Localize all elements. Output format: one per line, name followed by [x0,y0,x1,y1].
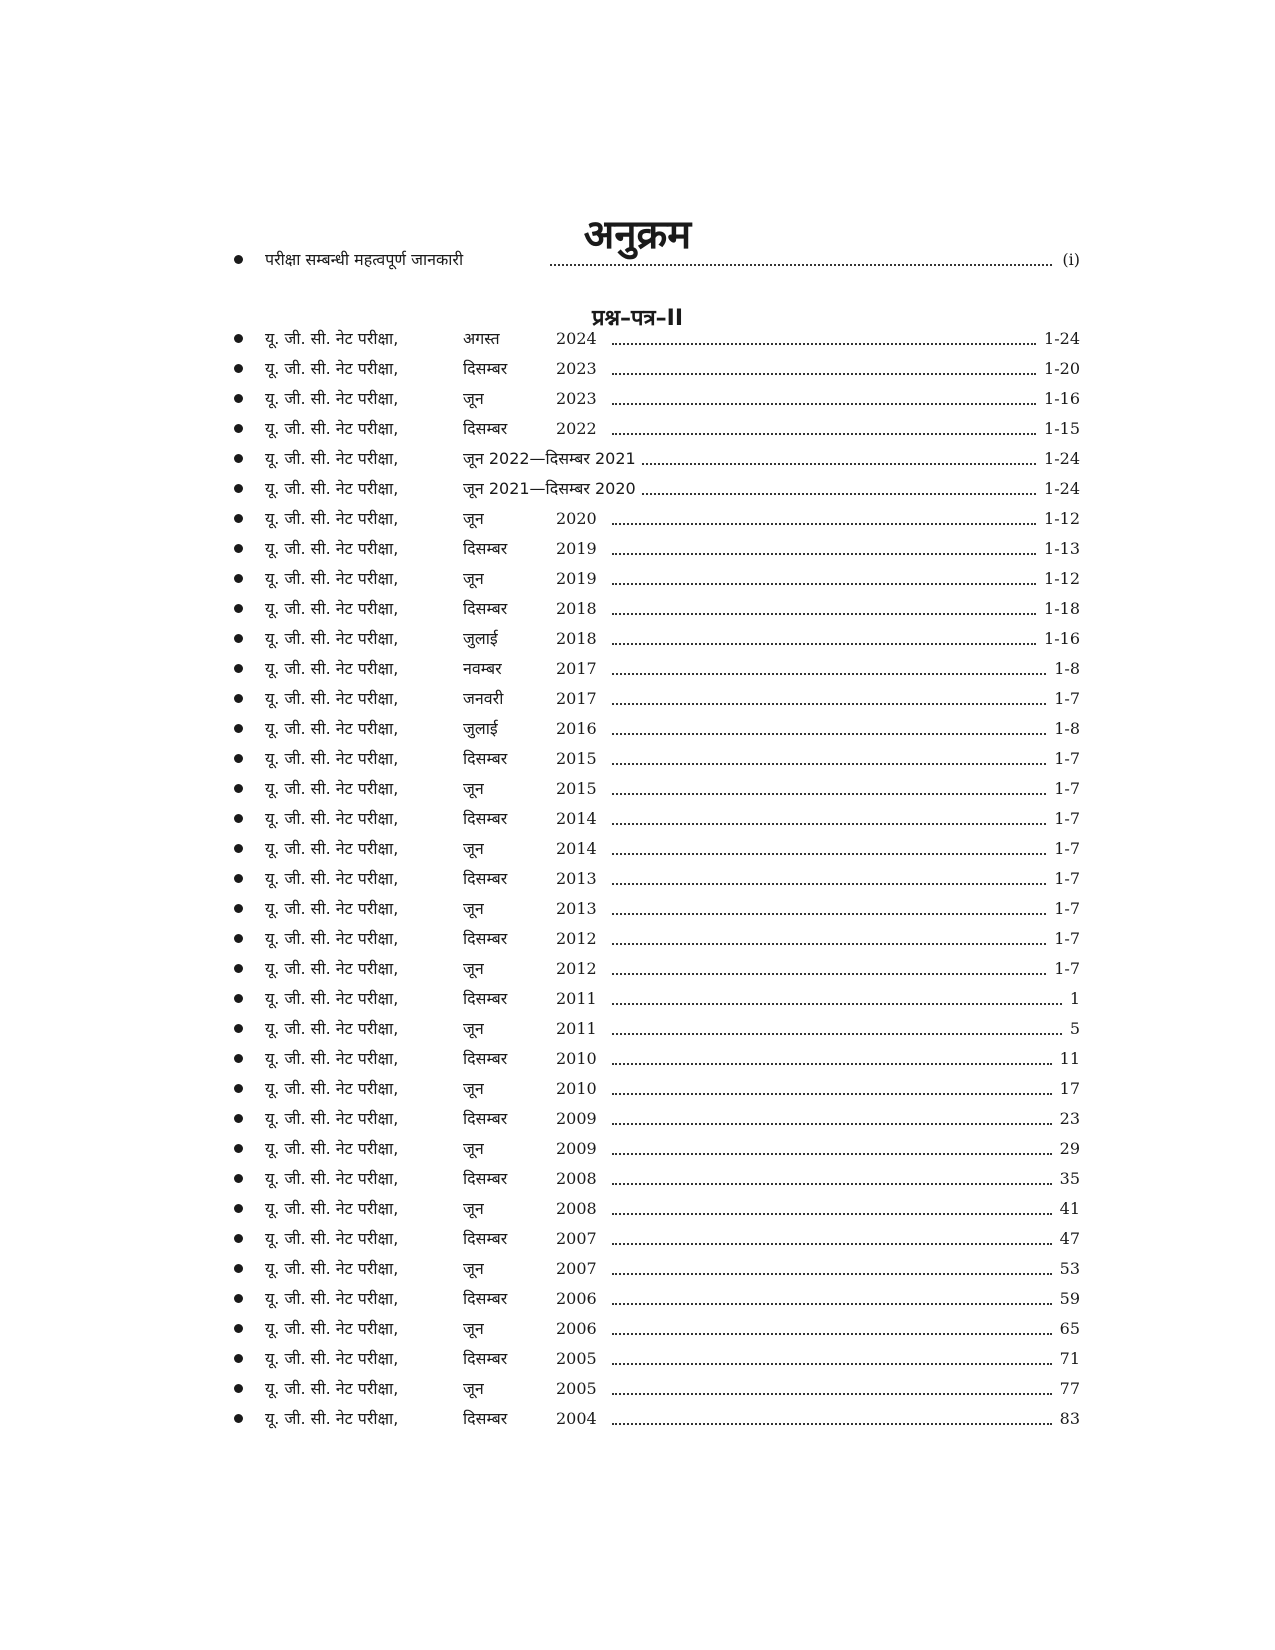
entry-year: 2024 [556,328,597,348]
dot-leader [550,264,1052,266]
entry-page-number: 1-7 [1054,958,1080,978]
dot-leader [612,703,1046,705]
dot-leader [612,1093,1052,1095]
entry-session: जून 2021—दिसम्बर 2020 [463,479,636,498]
dot-leader [612,673,1046,675]
entry-year: 2018 [556,598,597,618]
entry-page-number: 47 [1059,1228,1080,1248]
dot-leader [612,763,1046,765]
contents-entry[interactable] [234,803,1080,833]
dot-leader [612,1273,1052,1275]
contents-entry[interactable] [234,773,1080,803]
entry-exam-name: यू. जी. सी. नेट परीक्षा, [265,779,399,798]
bullet-icon [234,1024,243,1033]
entry-month: दिसम्बर [463,1169,508,1188]
entry-page-number: 65 [1059,1318,1080,1338]
dot-leader [612,883,1046,885]
dot-leader [612,1183,1052,1185]
entry-month: जुलाई [463,629,498,648]
dot-leader [612,1033,1062,1035]
entry-exam-name: यू. जी. सी. नेट परीक्षा, [265,959,399,978]
contents-entry[interactable] [234,683,1080,713]
entry-exam-name: यू. जी. सी. नेट परीक्षा, [265,359,399,378]
contents-entry[interactable] [234,1193,1080,1223]
entry-year: 2014 [556,808,597,828]
entry-month: जून [463,1259,484,1278]
dot-leader [612,523,1036,525]
entry-page-number: 83 [1059,1408,1080,1428]
entry-exam-name: यू. जी. सी. नेट परीक्षा, [265,989,399,1008]
bullet-icon [234,514,243,523]
entry-month: जून [463,899,484,918]
entry-page-number: 1-7 [1054,748,1080,768]
entry-exam-name: यू. जी. सी. नेट परीक्षा, [265,509,399,528]
dot-leader [612,823,1046,825]
entry-month: जनवरी [463,689,504,708]
entry-page-number: 71 [1059,1348,1080,1368]
entry-exam-name: यू. जी. सी. नेट परीक्षा, [265,329,399,348]
entry-year: 2009 [556,1108,597,1128]
entry-month: दिसम्बर [463,1289,508,1308]
bullet-icon [234,424,243,433]
bullet-icon [234,364,243,373]
bullet-icon [234,1354,243,1363]
contents-entry[interactable] [234,833,1080,863]
entry-year: 2011 [556,988,597,1008]
contents-entry[interactable] [234,563,1080,593]
dot-leader [612,583,1036,585]
entry-year: 2011 [556,1018,597,1038]
entry-year: 2008 [556,1168,597,1188]
entry-page-number: 1-12 [1044,568,1080,588]
bullet-icon [234,1264,243,1273]
entry-page-number: 1-7 [1054,688,1080,708]
entry-year: 2022 [556,418,597,438]
contents-entry[interactable] [234,1343,1080,1373]
bullet-icon [234,694,243,703]
contents-entry[interactable] [234,863,1080,893]
bullet-icon [234,484,243,493]
contents-entry[interactable] [234,1073,1080,1103]
entry-exam-name: यू. जी. सी. नेट परीक्षा, [265,659,399,678]
entry-exam-name: यू. जी. सी. नेट परीक्षा, [265,1049,399,1068]
entry-exam-name: यू. जी. सी. नेट परीक्षा, [265,899,399,918]
entry-exam-name: यू. जी. सी. नेट परीक्षा, [265,449,399,468]
contents-entry[interactable] [234,1313,1080,1343]
contents-entry[interactable] [234,1283,1080,1313]
intro-entry[interactable] [234,244,1080,274]
contents-entry[interactable] [234,743,1080,773]
entry-exam-name: यू. जी. सी. नेट परीक्षा, [265,1349,399,1368]
entry-year: 2023 [556,388,597,408]
dot-leader [612,853,1046,855]
entry-page-number: 1-7 [1054,928,1080,948]
bullet-icon [234,754,243,763]
dot-leader [612,1423,1052,1425]
contents-entry[interactable] [234,353,1080,383]
entry-page-number: 1-7 [1054,778,1080,798]
contents-entry[interactable] [234,623,1080,653]
entry-month: दिसम्बर [463,419,508,438]
contents-entry[interactable] [234,1103,1080,1133]
bullet-icon [234,454,243,463]
entry-year: 2015 [556,748,597,768]
entry-exam-name: यू. जी. सी. नेट परीक्षा, [265,389,399,408]
entry-year: 2023 [556,358,597,378]
bullet-icon [234,394,243,403]
entry-month: जून [463,1079,484,1098]
entry-year: 2007 [556,1258,597,1278]
bullet-icon [234,994,243,1003]
entry-page-number: 5 [1069,1018,1080,1038]
entry-exam-name: यू. जी. सी. नेट परीक्षा, [265,629,399,648]
entry-month: जून [463,1019,484,1038]
entry-year: 2017 [556,688,597,708]
contents-entry[interactable] [234,1223,1080,1253]
entry-page-number: 53 [1059,1258,1080,1278]
entry-month: दिसम्बर [463,809,508,828]
intro-page-number: (i) [1062,249,1080,269]
entry-exam-name: यू. जी. सी. नेट परीक्षा, [265,569,399,588]
entry-month: अगस्त [463,329,500,348]
entry-year: 2017 [556,658,597,678]
dot-leader [612,793,1046,795]
dot-leader [612,553,1036,555]
entry-session: जून 2022—दिसम्बर 2021 [463,449,636,468]
entry-year: 2007 [556,1228,597,1248]
dot-leader [612,943,1046,945]
bullet-icon [234,574,243,583]
bullet-icon [234,1054,243,1063]
dot-leader [612,733,1046,735]
entry-year: 2015 [556,778,597,798]
entry-month: जून [463,1379,484,1398]
dot-leader [612,1153,1052,1155]
entry-exam-name: यू. जी. सी. नेट परीक्षा, [265,539,399,558]
intro-label: परीक्षा सम्बन्धी महत्वपूर्ण जानकारी [265,250,464,269]
entry-year: 2018 [556,628,597,648]
dot-leader [612,1243,1052,1245]
entry-page-number: 1-18 [1044,598,1080,618]
entry-month: दिसम्बर [463,1409,508,1428]
dot-leader [612,343,1036,345]
dot-leader [642,463,1036,465]
entry-year: 2019 [556,568,597,588]
dot-leader [612,1003,1062,1005]
dot-leader [612,1213,1052,1215]
entry-page-number: 1-13 [1044,538,1080,558]
entry-exam-name: यू. जी. सी. नेट परीक्षा, [265,809,399,828]
entry-page-number: 1-12 [1044,508,1080,528]
entry-exam-name: यू. जी. सी. नेट परीक्षा, [265,1109,399,1128]
entry-year: 2006 [556,1288,597,1308]
contents-entry[interactable] [234,593,1080,623]
bullet-icon [234,1144,243,1153]
bullet-icon [234,1414,243,1423]
entry-page-number: 1-16 [1044,388,1080,408]
entry-month: दिसम्बर [463,869,508,888]
entry-page-number: 1-8 [1054,658,1080,678]
entry-month: दिसम्बर [463,359,508,378]
entry-exam-name: यू. जी. सी. नेट परीक्षा, [265,1319,399,1338]
entry-year: 2016 [556,718,597,738]
entry-year: 2005 [556,1378,597,1398]
bullet-icon [234,1174,243,1183]
entry-exam-name: यू. जी. सी. नेट परीक्षा, [265,1259,399,1278]
dot-leader [612,433,1036,435]
entry-month: दिसम्बर [463,929,508,948]
bullet-icon [234,1204,243,1213]
entry-year: 2005 [556,1348,597,1368]
bullet-icon [234,255,243,264]
bullet-icon [234,604,243,613]
entry-exam-name: यू. जी. सी. नेट परीक्षा, [265,599,399,618]
entry-page-number: 1-15 [1044,418,1080,438]
bullet-icon [234,1294,243,1303]
dot-leader [612,973,1046,975]
entry-month: दिसम्बर [463,1229,508,1248]
entry-month: जून [463,959,484,978]
entry-page-number: 77 [1059,1378,1080,1398]
entry-month: दिसम्बर [463,1049,508,1068]
entry-year: 2010 [556,1048,597,1068]
entry-exam-name: यू. जी. सी. नेट परीक्षा, [265,419,399,438]
entry-year: 2013 [556,898,597,918]
entry-page-number: 1-7 [1054,808,1080,828]
contents-entry[interactable] [234,1163,1080,1193]
entry-page-number: 59 [1059,1288,1080,1308]
entry-exam-name: यू. जी. सी. नेट परीक्षा, [265,1409,399,1428]
entry-year: 2010 [556,1078,597,1098]
entry-month: दिसम्बर [463,1109,508,1128]
contents-entry[interactable] [234,713,1080,743]
dot-leader [612,1363,1052,1365]
page-title: अनुक्रम [583,211,692,258]
bullet-icon [234,1234,243,1243]
contents-entry[interactable] [234,383,1080,413]
contents-entry[interactable] [234,1043,1080,1073]
entry-exam-name: यू. जी. सी. नेट परीक्षा, [265,1169,399,1188]
bullet-icon [234,904,243,913]
bullet-icon [234,334,243,343]
contents-entry[interactable] [234,1133,1080,1163]
contents-entry[interactable] [234,443,1080,473]
bullet-icon [234,544,243,553]
entry-year: 2009 [556,1138,597,1158]
contents-entry[interactable] [234,1373,1080,1403]
dot-leader [612,1393,1052,1395]
contents-list [234,323,1080,1433]
entry-exam-name: यू. जी. सी. नेट परीक्षा, [265,1199,399,1218]
entry-month: जून [463,779,484,798]
entry-month: जून [463,389,484,408]
entry-exam-name: यू. जी. सी. नेट परीक्षा, [265,1379,399,1398]
entry-exam-name: यू. जी. सी. नेट परीक्षा, [265,719,399,738]
bullet-icon [234,1114,243,1123]
entry-exam-name: यू. जी. सी. नेट परीक्षा, [265,1229,399,1248]
entry-page-number: 41 [1059,1198,1080,1218]
entry-exam-name: यू. जी. सी. नेट परीक्षा, [265,1079,399,1098]
contents-entry[interactable] [234,533,1080,563]
contents-entry[interactable] [234,473,1080,503]
entry-page-number: 1-7 [1054,868,1080,888]
dot-leader [612,373,1036,375]
contents-entry[interactable] [234,653,1080,683]
dot-leader [612,1123,1052,1125]
entry-exam-name: यू. जी. सी. नेट परीक्षा, [265,1289,399,1308]
section-title: प्रश्न–पत्र–II [591,306,684,332]
entry-month: जून [463,839,484,858]
dot-leader [612,643,1036,645]
entry-page-number: 29 [1059,1138,1080,1158]
contents-entry[interactable] [234,893,1080,923]
dot-leader [612,1063,1052,1065]
entry-exam-name: यू. जी. सी. नेट परीक्षा, [265,839,399,858]
bullet-icon [234,964,243,973]
bullet-icon [234,634,243,643]
entry-exam-name: यू. जी. सी. नेट परीक्षा, [265,929,399,948]
contents-entry[interactable] [234,503,1080,533]
entry-month: नवम्बर [463,659,502,678]
dot-leader [642,493,1036,495]
entry-month: जून [463,509,484,528]
entry-page-number: 1-20 [1044,358,1080,378]
dot-leader [612,613,1036,615]
entry-page-number: 11 [1059,1048,1080,1068]
contents-entry[interactable] [234,413,1080,443]
contents-entry[interactable] [234,923,1080,953]
bullet-icon [234,664,243,673]
bullet-icon [234,934,243,943]
entry-page-number: 1-8 [1054,718,1080,738]
bullet-icon [234,874,243,883]
bullet-icon [234,844,243,853]
bullet-icon [234,1084,243,1093]
entry-page-number: 17 [1059,1078,1080,1098]
bullet-icon [234,724,243,733]
entry-exam-name: यू. जी. सी. नेट परीक्षा, [265,749,399,768]
entry-page-number: 1 [1069,988,1080,1008]
entry-exam-name: यू. जी. सी. नेट परीक्षा, [265,479,399,498]
entry-year: 2014 [556,838,597,858]
entry-page-number: 1-24 [1044,328,1080,348]
bullet-icon [234,784,243,793]
entry-month: दिसम्बर [463,989,508,1008]
contents-entry[interactable] [234,983,1080,1013]
entry-year: 2004 [556,1408,597,1428]
entry-year: 2020 [556,508,597,528]
contents-entry[interactable] [234,1403,1080,1433]
bullet-icon [234,1384,243,1393]
entry-month: जून [463,569,484,588]
entry-year: 2012 [556,928,597,948]
entry-year: 2019 [556,538,597,558]
entry-page-number: 23 [1059,1108,1080,1128]
entry-page-number: 1-16 [1044,628,1080,648]
entry-month: दिसम्बर [463,599,508,618]
entry-page-number: 1-24 [1044,448,1080,468]
dot-leader [612,403,1036,405]
dot-leader [612,913,1046,915]
dot-leader [612,1333,1052,1335]
entry-page-number: 1-24 [1044,478,1080,498]
entry-exam-name: यू. जी. सी. नेट परीक्षा, [265,1139,399,1158]
entry-month: दिसम्बर [463,539,508,558]
contents-entry[interactable] [234,323,1080,353]
contents-entry[interactable] [234,1253,1080,1283]
bullet-icon [234,1324,243,1333]
entry-year: 2006 [556,1318,597,1338]
entry-page-number: 35 [1059,1168,1080,1188]
dot-leader [612,1303,1052,1305]
bullet-icon [234,814,243,823]
entry-exam-name: यू. जी. सी. नेट परीक्षा, [265,689,399,708]
entry-month: जून [463,1319,484,1338]
entry-year: 2008 [556,1198,597,1218]
entry-page-number: 1-7 [1054,898,1080,918]
entry-exam-name: यू. जी. सी. नेट परीक्षा, [265,869,399,888]
entry-month: दिसम्बर [463,1349,508,1368]
entry-exam-name: यू. जी. सी. नेट परीक्षा, [265,1019,399,1038]
entry-year: 2012 [556,958,597,978]
entry-month: जुलाई [463,719,498,738]
entry-month: जून [463,1199,484,1218]
entry-year: 2013 [556,868,597,888]
contents-entry[interactable] [234,953,1080,983]
entry-month: जून [463,1139,484,1158]
entry-month: दिसम्बर [463,749,508,768]
entry-page-number: 1-7 [1054,838,1080,858]
contents-entry[interactable] [234,1013,1080,1043]
